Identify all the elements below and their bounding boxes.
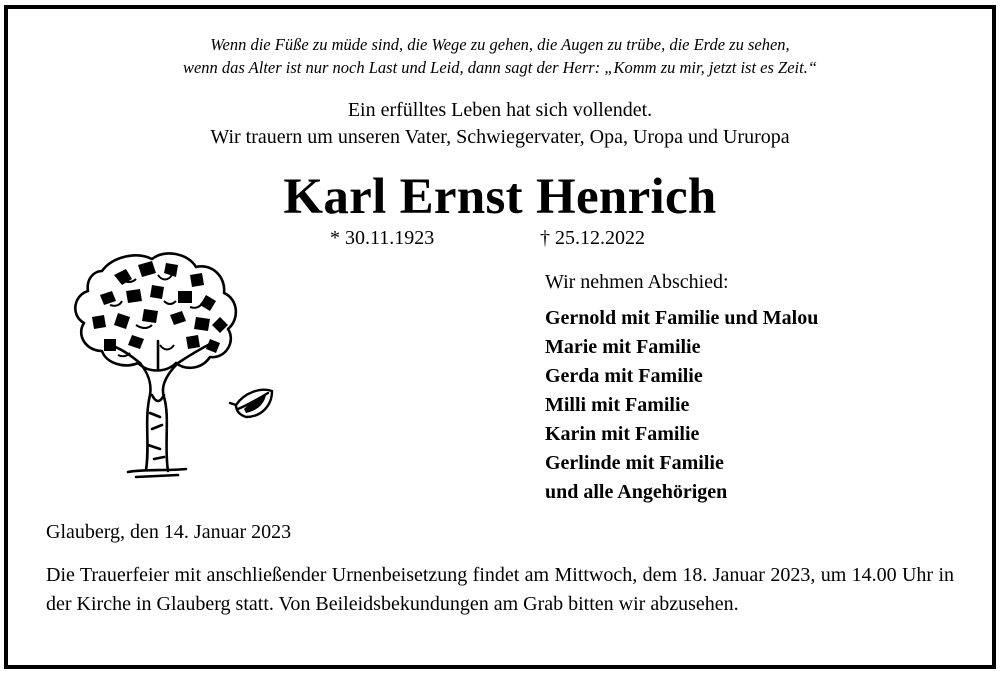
death-date: † 25.12.2022 bbox=[540, 227, 645, 249]
farewell-heading: Wir nehmen Abschied: bbox=[545, 271, 729, 293]
place-and-date: Glauberg, den 14. Januar 2023 bbox=[46, 521, 292, 543]
list-item: Karin mit Familie bbox=[545, 423, 700, 445]
deceased-name: Karl Ernst Henrich bbox=[283, 169, 717, 225]
list-item: Milli mit Familie bbox=[545, 394, 690, 416]
birth-date: * 30.11.1923 bbox=[330, 227, 435, 249]
poem-line-1: Wenn die Füße zu müde sind, die Wege zu gehen, die Augen zu trübe, die Erde zu sehen, bbox=[210, 35, 790, 54]
list-item: und alle Angehörigen bbox=[545, 481, 728, 503]
intro-line-1: Ein erfülltes Leben hat sich vollendet. bbox=[347, 99, 653, 121]
intro-line-2: Wir trauern um unseren Vater, Schwiegervater, Opa, Uropa und Ururopa bbox=[210, 126, 790, 148]
funeral-notice: Die Trauerfeier mit anschließender Urnenbeisetzung findet am Mittwoch, dem 18. Januar 2023, um 14.00 Uhr in der Kirche in Glauberg statt. Von Beileidsbekundungen am Grab bitten wir abzusehen. bbox=[46, 564, 954, 615]
poem-line-2: wenn das Alter ist nur noch Last und Leid, dann sagt der Herr: „Komm zu mir, jetzt ist es Zeit.“ bbox=[182, 58, 818, 77]
list-item: Gerda mit Familie bbox=[545, 365, 703, 387]
list-item: Gerlinde mit Familie bbox=[545, 452, 724, 474]
mourners-list bbox=[545, 304, 818, 507]
list-item: Marie mit Familie bbox=[545, 336, 701, 358]
list-item: Gernold mit Familie und Malou bbox=[545, 307, 819, 329]
tree-icon bbox=[40, 245, 285, 495]
